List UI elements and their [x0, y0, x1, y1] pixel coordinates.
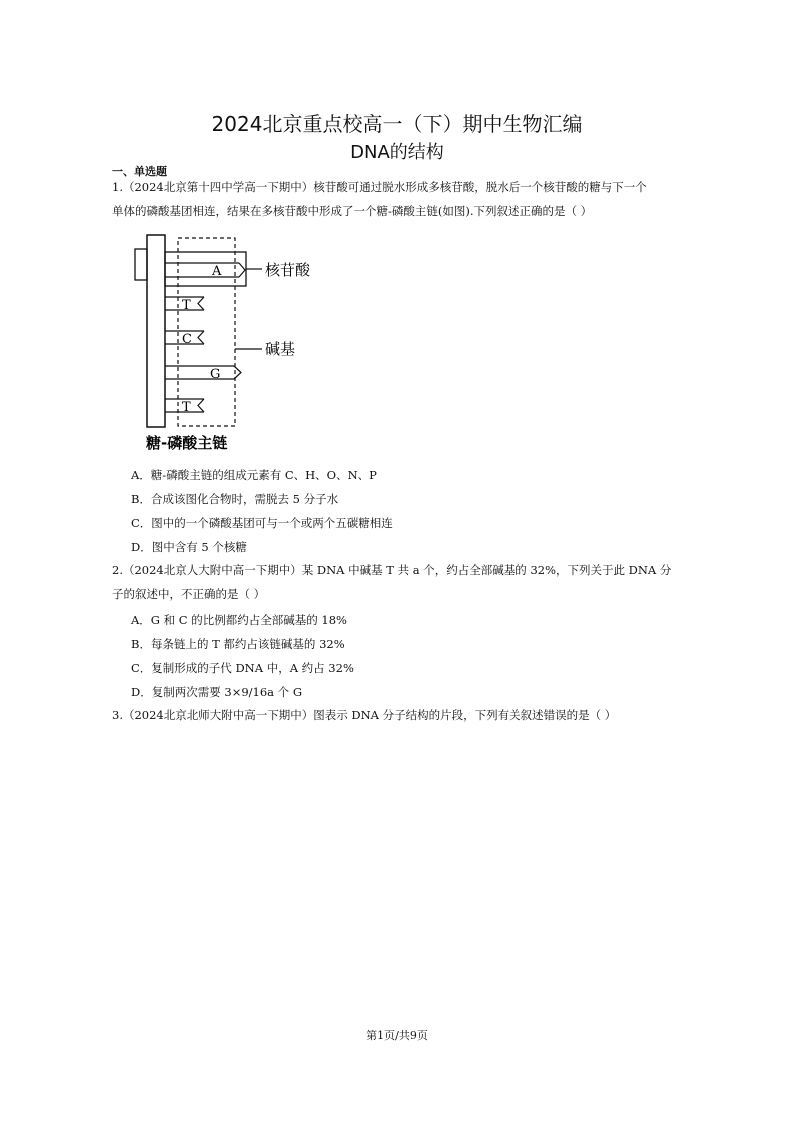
- question-1-line-1: 1.（2024北京第十四中学高一下期中）核苷酸可通过脱水形成多核苷酸，脱水后一个核苷酸的糖与下一个: [112, 180, 647, 194]
- page-footer: 第1页/共9页: [366, 1029, 428, 1042]
- question-2-stem: [112, 558, 692, 606]
- question-2-option-d: D．复制两次需要 3×9/16a 个 G: [131, 685, 303, 699]
- base-C: [165, 331, 204, 347]
- base-T-1: [165, 297, 204, 313]
- label-base: 碱基: [265, 340, 296, 358]
- base-G: [165, 366, 241, 382]
- question-1-option-c: C．图中的一个磷酸基团可与一个或两个五碳糖相连: [131, 516, 393, 530]
- section-heading: 一、单选题: [112, 165, 167, 178]
- label-nucleotide: 核苷酸: [265, 261, 311, 279]
- figure-left-tab: [135, 249, 147, 280]
- base-label-G: G: [210, 367, 221, 382]
- question-2-line-1: 2.（2024北京人大附中高一下期中）某 DNA 中碱基 T 共 a 个，约占全部碱基的 32%，下列关于此 DNA 分: [112, 563, 672, 577]
- question-1-option-d: D．图中含有 5 个核糖: [131, 540, 247, 554]
- question-1-option-b: B．合成该图化合物时，需脱去 5 分子水: [131, 492, 339, 506]
- base-T-2: [165, 399, 204, 415]
- base-label-A: A: [212, 264, 222, 279]
- question-1-stem: [112, 175, 692, 223]
- question-2-option-b: B．每条链上的 T 都约占该链碱基的 32%: [131, 637, 345, 651]
- document-subtitle: DNA的结构: [350, 142, 444, 163]
- question-1-option-a: A．糖-磷酸主链的组成元素有 C、H、O、N、P: [131, 468, 377, 482]
- backbone-bar: [147, 235, 165, 427]
- question-2-line-2: 子的叙述中，不正确的是（ ）: [112, 587, 266, 601]
- base-A: [165, 263, 245, 279]
- base-label-C: C: [182, 332, 192, 347]
- base-label-T2: T: [182, 400, 191, 415]
- question-1-line-2: 单体的磷酸基团相连，结果在多核苷酸中形成了一个糖-磷酸主链(如图).下列叙述正确的是（ ）: [112, 204, 593, 218]
- question-2-option-a: A．G 和 C 的比例都约占全部碱基的 18%: [131, 613, 347, 627]
- base-label-T1: T: [182, 298, 191, 313]
- document-title: 2024北京重点校高一（下）期中生物汇编: [211, 112, 583, 136]
- nucleotide-backbone-figure: [128, 232, 348, 457]
- question-3-stem: [112, 703, 692, 727]
- label-backbone: 糖-磷酸主链: [146, 434, 228, 452]
- nucleotide-highlight: [165, 252, 246, 286]
- question-2-option-c: C．复制形成的子代 DNA 中，A 约占 32%: [131, 661, 354, 675]
- question-3-line-1: 3.（2024北京北师大附中高一下期中）图表示 DNA 分子结构的片段，下列有关叙述错误的是（ ）: [112, 708, 617, 722]
